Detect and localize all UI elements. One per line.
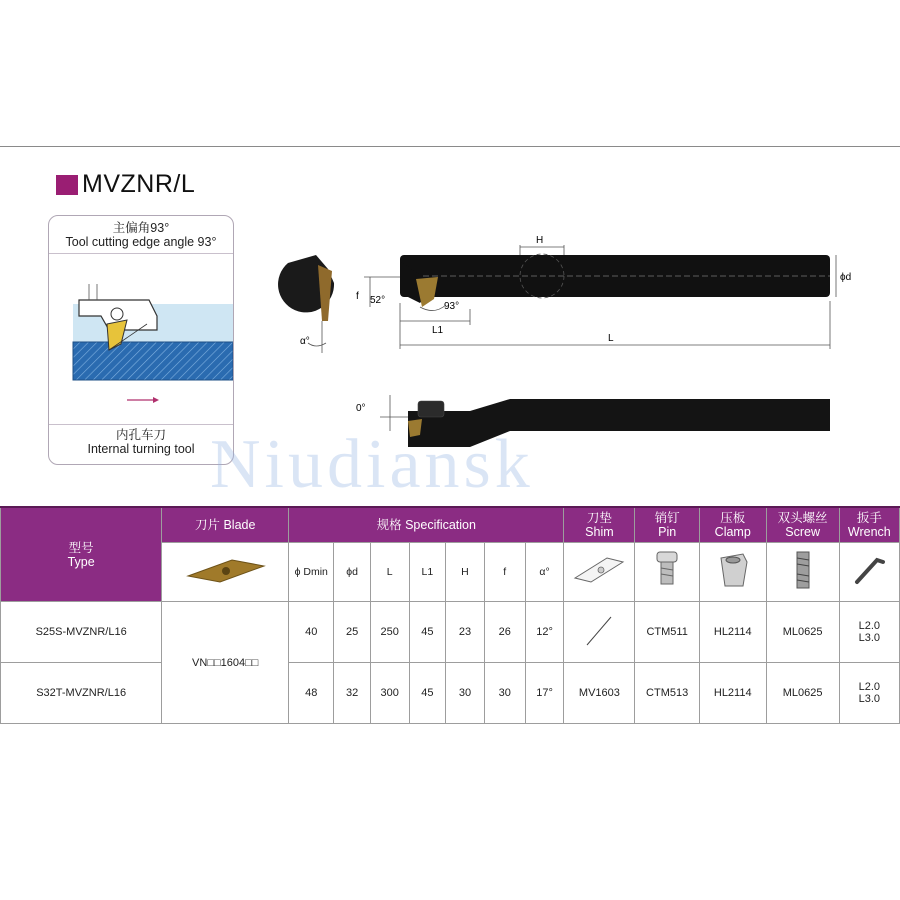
row-pin: CTM513 — [635, 663, 700, 724]
spec-header: 规格 Specification — [289, 507, 564, 543]
type-header-cn: 型号 — [68, 540, 94, 555]
pin-header-cn: 销钉 — [654, 511, 680, 525]
angle-panel-header — [49, 216, 233, 249]
tool-holder-drawing — [270, 225, 870, 475]
watermark-text: Niudiansk — [210, 426, 534, 503]
wrench-header-en: Wrench — [847, 525, 891, 539]
spec-col-f: f — [484, 543, 525, 602]
row-wrench-2: L3.0 — [858, 632, 881, 644]
angle-title-cn: 主偏角93° — [112, 221, 170, 235]
pin-header — [635, 507, 700, 543]
blade-image-cell — [162, 543, 289, 602]
title-square-marker — [56, 175, 78, 195]
blade-insert-icon — [180, 550, 270, 590]
row-shim-none — [564, 602, 635, 663]
section-title — [56, 170, 195, 199]
clamp-header — [699, 507, 766, 543]
internal-turning-illustration — [49, 254, 233, 424]
row-dmin: 40 — [289, 602, 334, 663]
wrench-header — [839, 507, 899, 543]
row-wrench — [839, 602, 899, 663]
angle-93-label: 93° — [444, 301, 460, 312]
insert-side — [408, 419, 422, 437]
h-label: H — [536, 235, 544, 246]
pin-icon — [647, 548, 687, 592]
row-wrench-1: L2.0 — [858, 620, 881, 632]
row-wrench-2: L3.0 — [858, 693, 881, 705]
row-l1: 45 — [409, 602, 446, 663]
end-view-insert — [318, 265, 332, 321]
wrench-header-cn: 扳手 — [856, 511, 882, 525]
row-alpha: 12° — [525, 602, 564, 663]
wrench-image-cell — [839, 543, 899, 602]
shim-icon — [571, 550, 627, 590]
spec-col-dmin: ϕ Dmin — [289, 543, 334, 602]
row-f: 30 — [484, 663, 525, 724]
row-clamp: HL2114 — [699, 602, 766, 663]
angle-title-en: Tool cutting edge angle 93° — [65, 235, 217, 249]
row-l: 250 — [370, 602, 409, 663]
row-wrench — [839, 663, 899, 724]
f-label: f — [356, 291, 359, 302]
specification-table — [0, 506, 900, 724]
row-l1: 45 — [409, 663, 446, 724]
no-shim-slash — [579, 611, 619, 651]
row-pin: CTM511 — [635, 602, 700, 663]
top-divider — [0, 146, 900, 147]
caption-cn: 内孔车刀 — [115, 428, 166, 442]
spec-col-l1: L1 — [409, 543, 446, 602]
clamp-icon — [713, 548, 753, 592]
row-type: S32T-MVZNR/L16 — [1, 663, 162, 724]
zero-angle-label: 0° — [356, 403, 366, 414]
row-screw: ML0625 — [766, 663, 839, 724]
row-dmin: 48 — [289, 663, 334, 724]
phi-d-label: ϕd — [840, 272, 852, 283]
shim-header — [564, 507, 635, 543]
angle-52-label: 52° — [370, 295, 386, 306]
row-l: 300 — [370, 663, 409, 724]
row-clamp: HL2114 — [699, 663, 766, 724]
row-screw: ML0625 — [766, 602, 839, 663]
wrench-icon — [849, 548, 889, 592]
blade-value: VN□□1604□□ — [162, 602, 289, 724]
type-header-en: Type — [67, 554, 95, 569]
row-d: 25 — [334, 602, 371, 663]
shim-image-cell — [564, 543, 635, 602]
angle-panel-caption — [49, 428, 233, 456]
pin-image-cell — [635, 543, 700, 602]
pin-header-en: Pin — [658, 525, 677, 539]
screw-icon — [783, 548, 823, 592]
spec-col-alpha: α° — [525, 543, 564, 602]
spec-col-l: L — [370, 543, 409, 602]
row-shim: MV1603 — [564, 663, 635, 724]
shim-header-en: Shim — [585, 525, 614, 539]
screw-image-cell — [766, 543, 839, 602]
screw-header-cn: 双头螺丝 — [777, 511, 828, 525]
row-h: 23 — [446, 602, 485, 663]
row-wrench-1: L2.0 — [858, 681, 881, 693]
type-header — [1, 507, 162, 602]
screw-header — [766, 507, 839, 543]
spec-col-h: H — [446, 543, 485, 602]
row-f: 26 — [484, 602, 525, 663]
boring-bar-side — [408, 399, 830, 447]
blade-header: 刀片 Blade — [162, 507, 289, 543]
row-h: 30 — [446, 663, 485, 724]
table-row — [1, 663, 900, 724]
spec-col-d: ϕd — [334, 543, 371, 602]
page-title: MVZNR/L — [82, 170, 196, 198]
table-row — [1, 602, 900, 663]
screw-header-en: Screw — [785, 525, 820, 539]
row-d: 32 — [334, 663, 371, 724]
clamp-header-en: Clamp — [714, 525, 751, 539]
row-type: S25S-MVZNR/L16 — [1, 602, 162, 663]
cutting-angle-panel — [48, 215, 234, 465]
angle-panel-separator-bottom — [49, 424, 233, 425]
clamp-image-cell — [699, 543, 766, 602]
l-label: L — [608, 333, 614, 344]
row-alpha: 17° — [525, 663, 564, 724]
l1-label: L1 — [432, 325, 444, 336]
alpha-label: α° — [300, 336, 310, 347]
caption-en: Internal turning tool — [87, 442, 195, 456]
shim-header-cn: 刀垫 — [586, 511, 612, 525]
clamp-header-cn: 压板 — [720, 511, 746, 525]
